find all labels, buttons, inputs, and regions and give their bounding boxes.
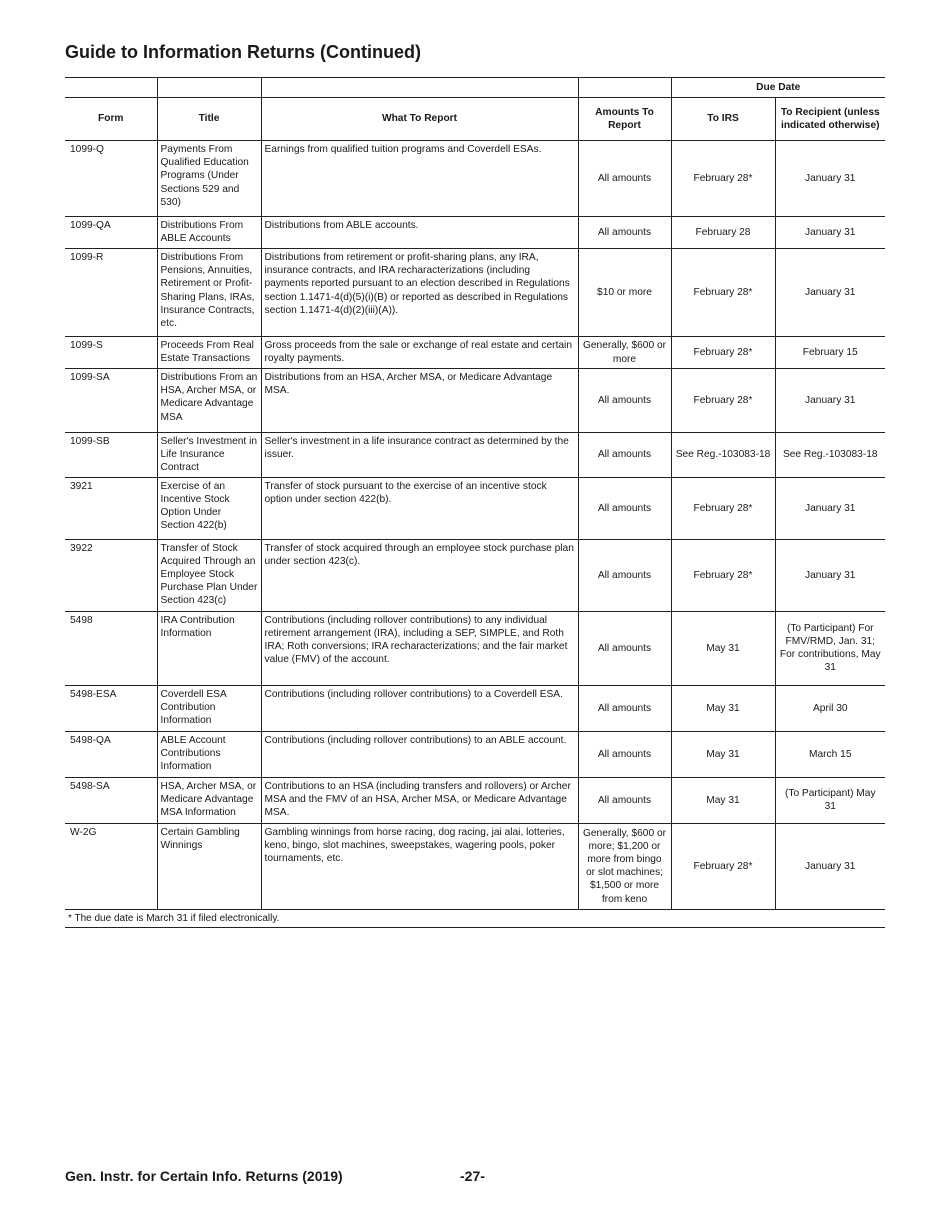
table-row: [65, 249, 885, 337]
what-to-report-cell: Transfer of stock pursuant to the exercise of an incentive stock option under section 422(b).: [261, 477, 578, 539]
title-cell: Coverdell ESA Contribution Information: [157, 685, 261, 731]
page-number: -27-: [460, 1168, 485, 1184]
table-row: [65, 823, 885, 909]
amounts-cell: All amounts: [578, 141, 671, 217]
table-row: [65, 685, 885, 731]
amounts-cell: All amounts: [578, 433, 671, 478]
title-cell: Exercise of an Incentive Stock Option Under Section 422(b): [157, 477, 261, 539]
what-to-report-cell: Seller's investment in a life insurance contract as determined by the issuer.: [261, 433, 578, 478]
to-recipient-cell: January 31: [775, 141, 885, 217]
to-recipient-header: To Recipient (unless indicated otherwise): [775, 98, 885, 141]
form-cell: 1099-Q: [65, 141, 157, 217]
title-cell: Transfer of Stock Acquired Through an Employee Stock Purchase Plan Under Section 423(c): [157, 539, 261, 611]
title-cell: ABLE Account Contributions Information: [157, 731, 261, 777]
to-recipient-cell: January 31: [775, 217, 885, 249]
to-irs-cell: May 31: [671, 777, 775, 823]
title-cell: Seller's Investment in Life Insurance Contract: [157, 433, 261, 478]
what-to-report-cell: Gambling winnings from horse racing, dog racing, jai alai, lotteries, keno, bingo, slot machines, sweepstakes, wagering pools, poker tournaments, etc.: [261, 823, 578, 909]
amounts-cell: All amounts: [578, 685, 671, 731]
amounts-cell: $10 or more: [578, 249, 671, 337]
table-row: [65, 433, 885, 478]
to-irs-cell: February 28*: [671, 249, 775, 337]
table-row: [65, 217, 885, 249]
form-cell: 1099-SB: [65, 433, 157, 478]
to-recipient-cell: See Reg.-103083-18: [775, 433, 885, 478]
form-cell: 3921: [65, 477, 157, 539]
what-to-report-cell: Earnings from qualified tuition programs and Coverdell ESAs.: [261, 141, 578, 217]
to-irs-cell: February 28*: [671, 369, 775, 433]
form-cell: 5498-ESA: [65, 685, 157, 731]
title-cell: Distributions From an HSA, Archer MSA, or Medicare Advantage MSA: [157, 369, 261, 433]
to-recipient-cell: March 15: [775, 731, 885, 777]
publication-footer: Gen. Instr. for Certain Info. Returns (2019): [65, 1168, 343, 1184]
amounts-cell: All amounts: [578, 477, 671, 539]
what-to-report-cell: Transfer of stock acquired through an employee stock purchase plan under section 423(c).: [261, 539, 578, 611]
table-row: [65, 141, 885, 217]
title-cell: HSA, Archer MSA, or Medicare Advantage MSA Information: [157, 777, 261, 823]
amounts-cell: Generally, $600 or more: [578, 337, 671, 369]
what-to-report-cell: Contributions to an HSA (including transfers and rollovers) or Archer MSA and the FMV of an HSA, Archer MSA, or Medicare Advantage MSA.: [261, 777, 578, 823]
title-cell: Distributions From ABLE Accounts: [157, 217, 261, 249]
form-cell: 1099-S: [65, 337, 157, 369]
to-irs-cell: February 28*: [671, 823, 775, 909]
information-returns-table: [65, 77, 885, 928]
table-row: [65, 337, 885, 369]
what-to-report-cell: Contributions (including rollover contributions) to a Coverdell ESA.: [261, 685, 578, 731]
amounts-cell: All amounts: [578, 731, 671, 777]
table-row: [65, 731, 885, 777]
to-recipient-cell: April 30: [775, 685, 885, 731]
table-row: [65, 611, 885, 685]
what-to-report-cell: Distributions from an HSA, Archer MSA, or Medicare Advantage MSA.: [261, 369, 578, 433]
header-row: [65, 98, 885, 141]
to-recipient-cell: January 31: [775, 539, 885, 611]
to-irs-cell: May 31: [671, 611, 775, 685]
title-cell: IRA Contribution Information: [157, 611, 261, 685]
to-recipient-cell: January 31: [775, 369, 885, 433]
table-row: [65, 477, 885, 539]
to-irs-cell: February 28*: [671, 141, 775, 217]
what-to-report-cell: Distributions from ABLE accounts.: [261, 217, 578, 249]
what-to-report-cell: Gross proceeds from the sale or exchange of real estate and certain royalty payments.: [261, 337, 578, 369]
title-cell: Distributions From Pensions, Annuities, Retirement or Profit-Sharing Plans, IRAs, Insurance Contracts, etc.: [157, 249, 261, 337]
due-date-header: Due Date: [671, 78, 885, 98]
footnote: * The due date is March 31 if filed electronically.: [65, 909, 885, 927]
to-recipient-cell: (To Participant) For FMV/RMD, Jan. 31; For contributions, May 31: [775, 611, 885, 685]
to-irs-cell: February 28*: [671, 539, 775, 611]
to-irs-cell: February 28: [671, 217, 775, 249]
table-row: [65, 777, 885, 823]
to-recipient-cell: January 31: [775, 249, 885, 337]
to-irs-cell: See Reg.-103083-18: [671, 433, 775, 478]
to-irs-cell: May 31: [671, 731, 775, 777]
form-cell: 3922: [65, 539, 157, 611]
amounts-cell: All amounts: [578, 217, 671, 249]
form-cell: 5498: [65, 611, 157, 685]
amounts-header: Amounts To Report: [578, 98, 671, 141]
footnote-row: [65, 909, 885, 927]
to-recipient-cell: February 15: [775, 337, 885, 369]
what-to-report-cell: Distributions from retirement or profit-sharing plans, any IRA, insurance contracts, and IRA recharacterizations (including payments reported pursuant to an election described in Regulations section 1.1471-4(d)(5)(i)(B) or reported as described in Regulations section 1.1471-4(d)(2)(iii)(A)).: [261, 249, 578, 337]
form-cell: 1099-QA: [65, 217, 157, 249]
title-cell: Certain Gambling Winnings: [157, 823, 261, 909]
title-cell: Payments From Qualified Education Programs (Under Sections 529 and 530): [157, 141, 261, 217]
amounts-cell: All amounts: [578, 777, 671, 823]
amounts-cell: Generally, $600 or more; $1,200 or more from bingo or slot machines; $1,500 or more from keno: [578, 823, 671, 909]
table-row: [65, 369, 885, 433]
form-cell: 5498-QA: [65, 731, 157, 777]
amounts-cell: All amounts: [578, 369, 671, 433]
what-to-report-cell: Contributions (including rollover contributions) to an ABLE account.: [261, 731, 578, 777]
to-recipient-cell: (To Participant) May 31: [775, 777, 885, 823]
to-irs-cell: May 31: [671, 685, 775, 731]
what-to-report-cell: Contributions (including rollover contributions) to any individual retirement arrangement (IRA), including a SEP, SIMPLE, and Roth IRA; Roth conversions; IRA recharacterizations; and the fair market value (FMV) of the account.: [261, 611, 578, 685]
what-to-report-header: What To Report: [261, 98, 578, 141]
amounts-cell: All amounts: [578, 539, 671, 611]
amounts-cell: All amounts: [578, 611, 671, 685]
form-cell: 1099-SA: [65, 369, 157, 433]
title-header: Title: [157, 98, 261, 141]
form-cell: W-2G: [65, 823, 157, 909]
to-irs-cell: February 28*: [671, 337, 775, 369]
form-cell: 1099-R: [65, 249, 157, 337]
to-irs-header: To IRS: [671, 98, 775, 141]
to-irs-cell: February 28*: [671, 477, 775, 539]
table-row: [65, 539, 885, 611]
form-cell: 5498-SA: [65, 777, 157, 823]
page-title: Guide to Information Returns (Continued): [65, 42, 421, 62]
title-cell: Proceeds From Real Estate Transactions: [157, 337, 261, 369]
to-recipient-cell: January 31: [775, 823, 885, 909]
form-header: Form: [65, 98, 157, 141]
to-recipient-cell: January 31: [775, 477, 885, 539]
header-row-due-date: [65, 78, 885, 98]
